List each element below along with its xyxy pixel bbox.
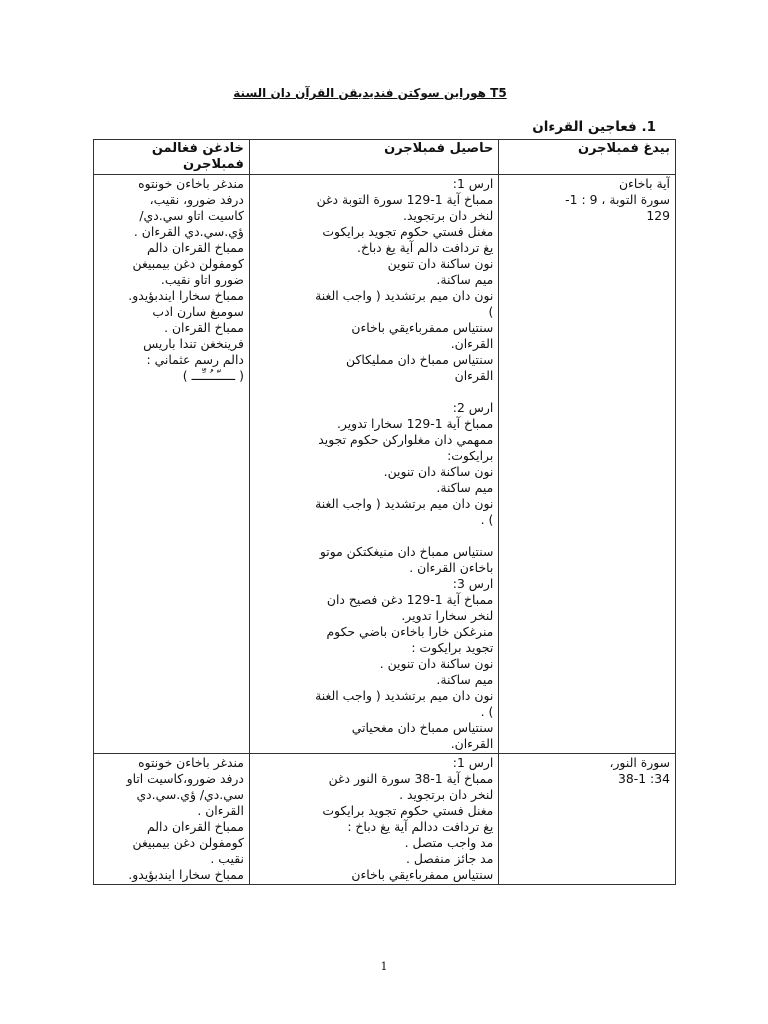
- text-line: ارس 2:: [452, 400, 494, 415]
- text-line: ؤي.سي.دي القرءان .: [133, 224, 244, 239]
- document-title: T5 هوراين سوكتن فنديديقن القرآن دان السنة: [233, 86, 507, 100]
- text-line: مغنل فستي حكوم تجويد برايكوت: [322, 803, 494, 818]
- text-line: كومفولن دغن بيمبيغن: [132, 256, 244, 271]
- text-line: نون دان ميم برتشديد ( واجب الغنة: [315, 496, 494, 511]
- text-line: برايكوت:: [447, 448, 494, 463]
- text-line: ) .: [480, 704, 494, 719]
- text-line: سي.دي/ ؤي.سي.دي: [136, 787, 244, 802]
- text-line: مد جائز منفصل .: [405, 851, 494, 866]
- text-line: تجويد برايكوت :: [411, 640, 494, 655]
- text-line: ميم ساكنة.: [436, 272, 494, 287]
- text-line: ممباخ القرءان دالم: [147, 240, 244, 255]
- text-line: 34: 38-1: [617, 771, 670, 786]
- text-line: لنخر سخارا تدوير.: [401, 608, 494, 623]
- text-line: مغنل فستي حكوم تجويد برايكوت: [322, 224, 494, 239]
- text-line: نون ساكنة دان تنوين.: [383, 464, 494, 479]
- text-line: سورة النور،: [609, 755, 670, 770]
- text-line: لنخر دان برتجويد.: [403, 208, 494, 223]
- text-line: نقيب .: [210, 851, 244, 866]
- text-line: ارس 3:: [452, 576, 494, 591]
- section-heading: 1. فعاجين القرءان: [532, 119, 656, 135]
- lesson-plan-table: [93, 139, 676, 885]
- cell-activities: [94, 175, 250, 754]
- text-line: درفد ضورو، نقيب،: [149, 192, 244, 207]
- text-line: سنتياس ممفرباءيقي باخاءن: [351, 320, 494, 335]
- blank-line: [255, 384, 493, 400]
- cell-topic: [499, 754, 676, 885]
- text-line: نون دان ميم برتشديد ( واجب الغنة: [315, 288, 494, 303]
- text-line: نون ساكنة دان تنوين .: [379, 656, 494, 671]
- text-line: مندغر باخاءن خونتوه: [138, 176, 244, 191]
- text-line: ممباخ سخارا ايندبؤيدو.: [128, 288, 244, 303]
- text-line: مندغر باخاءن خونتوه: [138, 755, 244, 770]
- text-line: القرءان.: [450, 336, 494, 351]
- header-outcomes: حاصيل فمبلاجرن: [249, 140, 498, 175]
- text-line: ممباخ القرءان .: [164, 320, 244, 335]
- text-line: باخاءن القرءان .: [409, 560, 494, 575]
- text-line: سنتياس ممفرباءيقي باخاءن: [351, 867, 494, 882]
- text-line: ميم ساكنة.: [436, 672, 494, 687]
- text-line: ممباخ آية 1-129 سخارا تدوير.: [336, 416, 494, 431]
- text-line: فرينخغن تندا باريس: [143, 336, 244, 351]
- text-line: سورة التوبة ، 9 : 1-: [565, 192, 670, 207]
- text-line: ممباخ آية 1-129 دغن فصيح دان: [326, 592, 494, 607]
- table-row: [94, 754, 676, 885]
- cell-activities: [94, 754, 250, 885]
- text-line: القرءان .: [197, 803, 244, 818]
- table-row: [94, 175, 676, 754]
- text-line: سومبغ سارن ادب: [152, 304, 244, 319]
- text-line: درفد ضورو،كاسيت اتاو: [126, 771, 244, 786]
- blank-line: [255, 528, 493, 544]
- text-line: 129: [646, 208, 670, 223]
- text-line: القرءان: [454, 368, 494, 383]
- header-activities: خادغن فغالمن فمبلاجرن: [94, 140, 250, 175]
- text-line: ممباخ سخارا ايندبؤيدو.: [128, 867, 244, 882]
- text-line: سنتياس ممباخ دان مغحياتي: [351, 720, 494, 735]
- text-line: نون دان ميم برتشديد ( واجب الغنة: [315, 688, 494, 703]
- text-line: دالم رسم عثماني :: [146, 352, 244, 367]
- text-line: سنتياس ممباخ دان منيغكتكن موتو: [319, 544, 494, 559]
- text-line: ميم ساكنة.: [436, 480, 494, 495]
- text-line: ): [488, 304, 494, 319]
- text-line: ) .: [480, 512, 494, 527]
- text-line: كاسيت اتاو سي.دي/: [139, 208, 244, 223]
- text-line: ارس 1:: [452, 176, 494, 191]
- header-topic: بيدغ فمبلاجرن: [499, 140, 676, 175]
- text-line: ممهمي دان مغلواركن حكوم تجويد: [318, 432, 494, 447]
- text-line: آية باخاءن: [618, 176, 670, 191]
- text-line: ( ـــــّــُــِّـــ ): [182, 368, 244, 383]
- cell-outcomes: [249, 754, 498, 885]
- text-line: مد واجب متصل .: [404, 835, 494, 850]
- text-line: لنخر دان برتجويد .: [399, 787, 494, 802]
- text-line: نون ساكنة دان تنوين: [387, 256, 494, 271]
- page-number: 1: [380, 960, 388, 973]
- text-line: ضورو اتاو نقيب.: [160, 272, 244, 287]
- text-line: منرغكن خارا باخاءن باضي حكوم: [326, 624, 494, 639]
- text-line: يغ تردافت دالم آية يغ دباخ.: [357, 240, 494, 255]
- text-line: القرءان.: [450, 736, 494, 751]
- text-line: ارس 1:: [452, 755, 494, 770]
- table-header-row: [94, 140, 676, 175]
- text-line: كومفولن دغن بيمبيغن: [132, 835, 244, 850]
- text-line: ممباخ آية 1-129 سورة التوبة دغن: [316, 192, 494, 207]
- cell-outcomes: [249, 175, 498, 754]
- text-line: يغ تردافت ددالم آية يغ دباخ :: [347, 819, 494, 834]
- text-line: ممباخ آية 1-38 سورة النور دغن: [328, 771, 494, 786]
- text-line: سنتياس ممباخ دان ممليكاكن: [346, 352, 494, 367]
- text-line: ممباخ القرءان دالم: [147, 819, 244, 834]
- cell-topic: [499, 175, 676, 754]
